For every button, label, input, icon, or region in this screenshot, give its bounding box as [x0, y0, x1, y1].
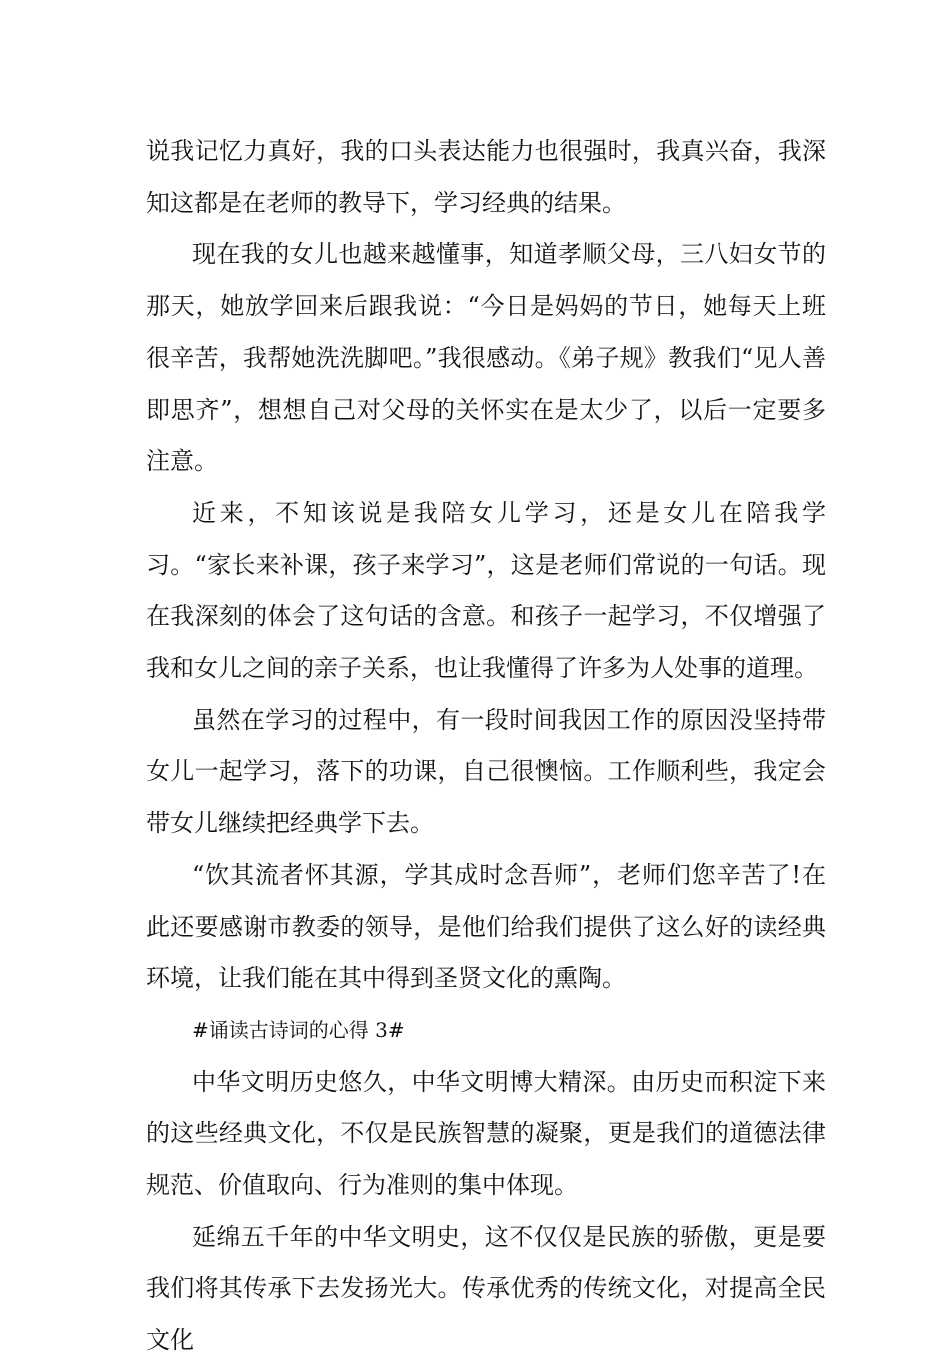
paragraph-1: 说我记忆力真好，我的口头表达能力也很强时，我真兴奋，我深知这都是在老师的教导下，学习经典的结果。 — [146, 137, 826, 217]
paragraph-8: 延绵五千年的中华文明史，这不仅仅是民族的骄傲，更是要我们将其传承下去发扬光大。传承优秀的传统文化，对提高全民文化 — [146, 1222, 826, 1355]
paragraph-7: 中华文明历史悠久，中华文明博大精深。由历史而积淀下来的这些经典文化，不仅是民族智慧的凝聚，更是我们的道德法律规范、价值取向、行为准则的集中体现。 — [146, 1067, 826, 1200]
paragraph-5: “饮其流者怀其源，学其成时念吾师”，老师们您辛苦了!在此还要感谢市教委的领导，是他们给我们提供了这么好的读经典环境，让我们能在其中得到圣贤文化的熏陶。 — [146, 860, 826, 993]
section-heading: #诵读古诗词的心得 3# — [192, 1017, 405, 1042]
paragraph-3: 近来，不知该说是我陪女儿学习，还是女儿在陪我学习。“家长来补课，孩子来学习”，这是老师们常说的一句话。现在我深刻的体会了这句话的含意。和孩子一起学习，不仅增强了我和女儿之间的亲子关系，也让我懂得了许多为人处事的道理。 — [146, 498, 826, 683]
paragraph-2: 现在我的女儿也越来越懂事，知道孝顺父母，三八妇女节的那天，她放学回来后跟我说：“今日是妈妈的节日，她每天上班很辛苦，我帮她洗洗脚吧。”我很感动。《弟子规》教我们“见人善即思齐”，想想自己对父母的关怀实在是太少了，以后一定要多注意。 — [146, 240, 826, 476]
paragraph-4: 虽然在学习的过程中，有一段时间我因工作的原因没坚持带女儿一起学习，落下的功课，自己很懊恼。工作顺利些，我定会带女儿继续把经典学下去。 — [146, 705, 826, 838]
document-body — [146, 126, 826, 1367]
